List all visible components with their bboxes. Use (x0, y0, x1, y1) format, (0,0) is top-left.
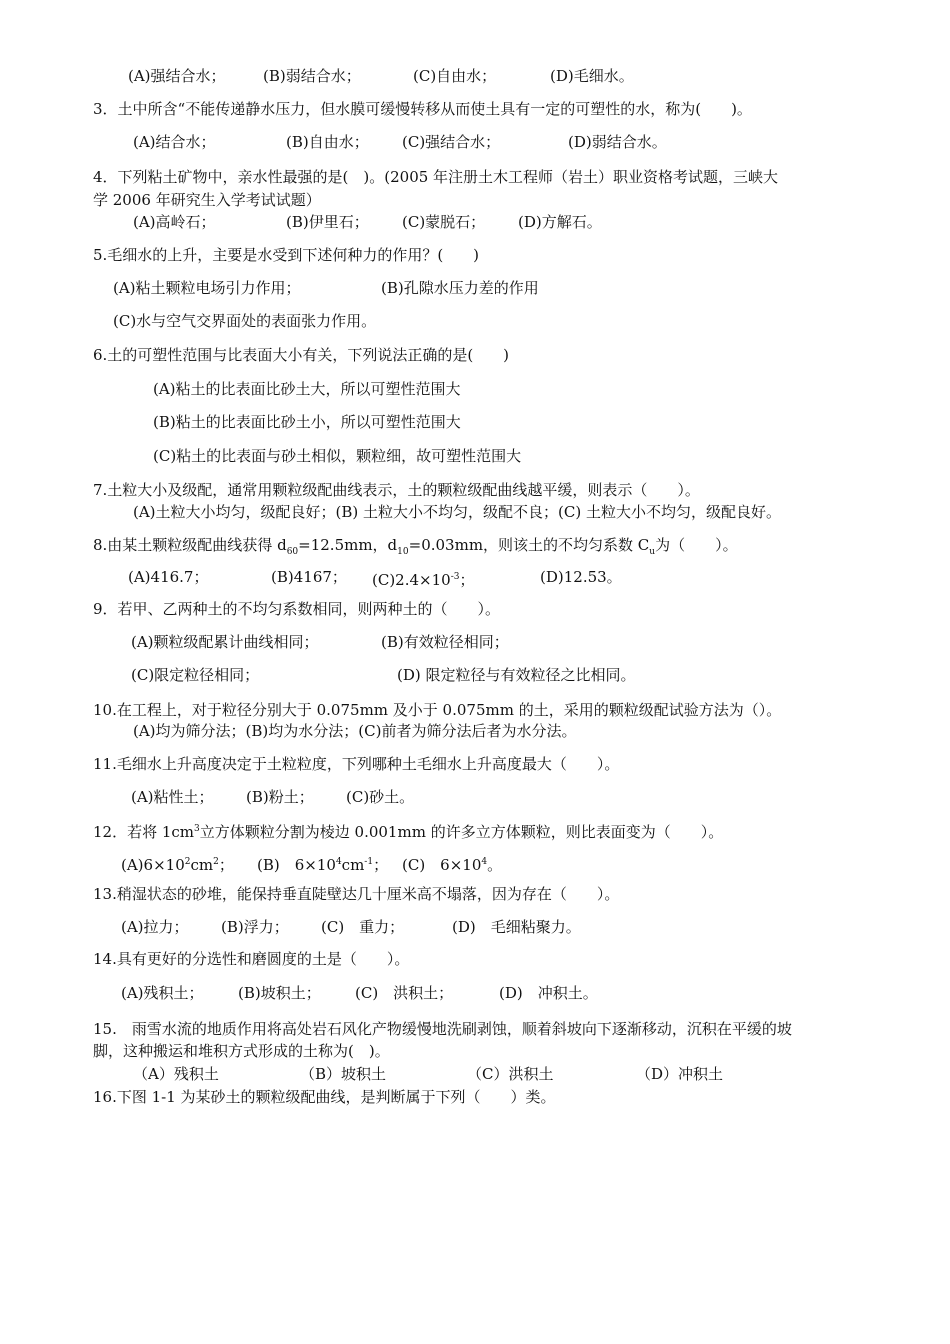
q3-text: 3．土中所含“不能传递静水压力，但水膜可缓慢转移从而使土具有一定的可塑性的水，称为( )。 (93, 100, 752, 118)
q16-text: 16.下图 1-1 为某砂土的颗粒级配曲线，是判断属于下列（ ）类。 (93, 1088, 556, 1106)
q4-text-line2: 学 2006 年研究生入学考试试题） (93, 191, 321, 209)
q4-option-b: (B)伊里石； (286, 213, 369, 231)
q8-option-b: (B)4167； (271, 568, 347, 586)
q12-option-a: $(A)6\times 10^2cm^2$； (121, 856, 234, 874)
q8-option-a: (A)416.7； (128, 568, 209, 586)
q9-option-c: (C)限定粒径相同； (131, 666, 260, 684)
q5-text: 5.毛细水的上升，主要是水受到下述何种力的作用？( ) (93, 246, 480, 264)
q4-option-a: (A)高岭石； (133, 213, 216, 231)
q11-option-b: (B)粉土； (246, 788, 314, 806)
q8-option-c: $(C)2.4\times 10^{-3}$； (372, 571, 475, 589)
q5-option-a: (A)粘土颗粒电场引力作用； (113, 279, 301, 297)
q8-option-d: (D)12.53。 (540, 568, 622, 586)
q13-option-a: (A)拉力； (121, 918, 189, 936)
q14-option-c: (C) 洪积土； (355, 984, 454, 1002)
q14-option-d: (D) 冲积土。 (499, 984, 598, 1002)
q8-text-part2: =12.5mm，d (298, 536, 398, 554)
q9-option-a: (A)颗粒级配累计曲线相同； (131, 633, 319, 651)
q15-option-c: （C）洪积土 (467, 1065, 554, 1083)
q14-text: 14.具有更好的分选性和磨圆度的土是（ ）。 (93, 950, 410, 968)
q5-option-c: (C)水与空气交界面处的表面张力作用。 (113, 312, 377, 330)
q6-option-b: (B)粘土的比表面比砂土小，所以可塑性范围大 (153, 413, 461, 431)
q7-options: (A)土粒大小均匀，级配良好；(B) 土粒大小不均匀，级配不良；(C) 土粒大小不均匀，级配良好。 (133, 503, 781, 521)
q3-option-a: (A)结合水； (133, 133, 216, 151)
q7-text: 7.土粒大小及级配，通常用颗粒级配曲线表示，土的颗粒级配曲线越平缓，则表示（ ）。 (93, 481, 700, 499)
q13-option-c: (C) 重力； (321, 918, 405, 936)
q13-option-b: (B)浮力； (221, 918, 289, 936)
q8-sub-d60: 60 (286, 547, 299, 557)
q8-text-part3: =0.03mm，则该土的不均匀系数 C (408, 536, 650, 554)
q12-option-b: (B) $6\times 10^4cm^{-1}$； (257, 856, 389, 874)
q3-option-d: (D)弱结合水。 (568, 133, 667, 151)
q8-text (93, 535, 738, 562)
q8-text-part4: 为（ ）。 (655, 536, 738, 554)
q2-option-d: (D)毛细水。 (550, 67, 634, 85)
q10-options: (A)均为筛分法；(B)均为水分法；(C)前者为筛分法后者为水分法。 (133, 722, 577, 740)
q15-option-b: （B）坡积土 (300, 1065, 387, 1083)
q8-sub-d10: 10 (397, 547, 409, 557)
q5-option-b: (B)孔隙水压力差的作用 (381, 279, 539, 297)
q9-option-b: (B)有效粒径相同； (381, 633, 509, 651)
q4-text-line1: 4．下列粘土矿物中，亲水性最强的是( )。(2005 年注册土木工程师（岩土）职业资格考试题，三峡大 (93, 168, 779, 186)
q8-sub-cu: u (649, 547, 656, 557)
q15-text-line2: 脚，这种搬运和堆积方式形成的土称为( )。 (93, 1042, 390, 1060)
q6-text: 6.土的可塑性范围与比表面大小有关，下列说法正确的是( ) (93, 346, 510, 364)
q13-option-d: (D) 毛细粘聚力。 (452, 918, 581, 936)
q14-option-b: (B)坡积土； (238, 984, 321, 1002)
q3-option-c: (C)强结合水； (402, 133, 501, 151)
q4-option-c: (C)蒙脱石； (402, 213, 486, 231)
q13-text: 13.稍湿状态的砂堆，能保持垂直陡壁达几十厘米高不塌落，因为存在（ ）。 (93, 885, 620, 903)
q12-option-c: (C) $6\times 10^4$。 (402, 856, 503, 874)
q15-option-a: （A）残积土 (133, 1065, 219, 1083)
q8-text-part1: 8.由某土颗粒级配曲线获得 d (93, 536, 287, 554)
q6-option-c: (C)粘土的比表面与砂土相似，颗粒细，故可塑性范围大 (153, 447, 522, 465)
q6-option-a: (A)粘土的比表面比砂土大，所以可塑性范围大 (153, 380, 461, 398)
q11-text: 11.毛细水上升高度决定于土粒粒度，下列哪种土毛细水上升高度最大（ ）。 (93, 755, 620, 773)
q15-text-line1: 15. 雨雪水流的地质作用将高处岩石风化产物缓慢地洗刷剥蚀，顺着斜坡向下逐渐移动，沉积在平缓的坡 (93, 1020, 792, 1038)
q9-text: 9．若甲、乙两种土的不均匀系数相同，则两种土的（ ）。 (93, 600, 501, 618)
q4-option-d: (D)方解石。 (518, 213, 602, 231)
q11-option-a: (A)粘性土； (131, 788, 214, 806)
q2-option-b: (B)弱结合水； (263, 67, 361, 85)
q14-option-a: (A)残积土； (121, 984, 204, 1002)
q2-option-a: (A)强结合水； (128, 67, 226, 85)
q12-text: 12．若将 $1cm^3$立方体颗粒分割为棱边 0.001mm 的许多立方体颗粒，则比表面变为（ ）。 (93, 823, 724, 841)
q2-option-c: (C)自由水； (413, 67, 497, 85)
q11-option-c: (C)砂土。 (346, 788, 415, 806)
q9-option-d: (D) 限定粒径与有效粒径之比相同。 (397, 666, 636, 684)
q10-text: 10.在工程上，对于粒径分别大于 0.075mm 及小于 0.075mm 的土，采用的颗粒级配试验方法为（）。 (93, 701, 782, 719)
q15-option-d: （D）冲积土 (636, 1065, 724, 1083)
q3-option-b: (B)自由水； (286, 133, 369, 151)
